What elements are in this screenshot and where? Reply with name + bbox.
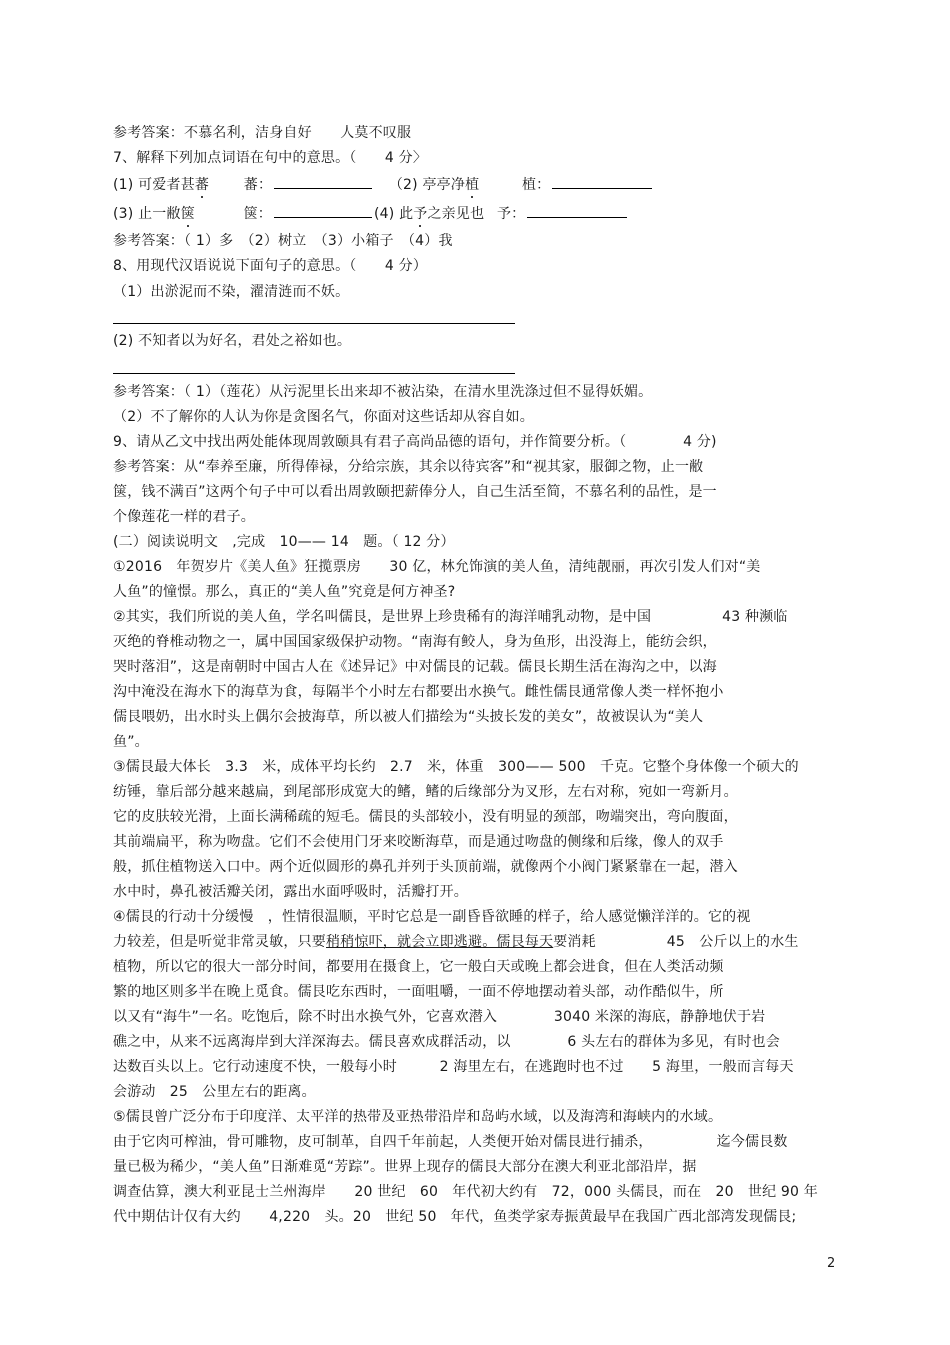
answer-blank-line[interactable] <box>113 373 515 374</box>
paragraph-line: 沟中淹没在海水下的海草为食，每隔半个小时左右都要出水换气。雌性儒艮通常像人类一样怀抱小 <box>113 684 724 700</box>
section-heading: (二）阅读说明文 ,完成 10—— 14 题。（ 12 分） <box>113 534 455 550</box>
answer-line: 参考答案：（ 1）多 （2）树立 （3）小箱子 （4）我 <box>113 233 453 249</box>
q7-blank-1[interactable] <box>274 174 372 189</box>
paragraph-line: ③儒艮最大体长 3.3 米，成体平均长约 2.7 米，体重 300—— 500 千克。它整个身体像一个硕大的 <box>113 759 799 775</box>
paragraph-line: 调查估算，澳大利亚昆士兰州海岸 20 世纪 60 年代初大约有 72，000 头儒艮，而在 20 世纪 90 年 <box>113 1184 818 1200</box>
paragraph-line: 礁之中，从来不远离海岸到大洋深海去。儒艮喜欢成群活动，以 6 头左右的群体为多见，有时也会 <box>113 1034 780 1050</box>
answer-line: （2）不了解你的人认为你是贪图名气，你面对这些话却从容自如。 <box>113 409 534 425</box>
page-number: 2 <box>827 1256 836 1271</box>
paragraph-line: 量已极为稀少，“美人鱼”日渐难觅“芳踪”。世界上现存的儒艮大部分在澳大利亚北部沿岸，据 <box>113 1159 697 1175</box>
answer-blank-line[interactable] <box>113 323 515 324</box>
q7-row-1: (1) 可爱者甚蕃 蕃： （2) 亭亭净植 植： <box>113 174 654 194</box>
paragraph-line: 儒艮喂奶，出水时头上偶尔会披海草，所以被人们描绘为“头披长发的美女”，故被误认为“美人 <box>113 709 704 725</box>
underlined-sentence: 稍稍惊吓，就会立即逃避。儒艮每天 <box>326 934 554 950</box>
q7-blank-2[interactable] <box>552 174 652 189</box>
paragraph-line: 灭绝的脊椎动物之一，属中国国家级保护动物。“南海有鲛人，身为鱼形，出没海上，能纺会织， <box>113 634 717 650</box>
answer-line: 个像莲花一样的君子。 <box>113 509 255 525</box>
answer-line: 参考答案：（ 1）（莲花）从污泥里长出来却不被沾染，在清水里洗涤过但不显得妖媚。 <box>113 384 653 400</box>
paragraph-line: 力较差，但是听觉非常灵敏，只要稍稍惊吓，就会立即逃避。儒艮每天要消耗 45 公斤以上的水生 <box>113 934 799 950</box>
paragraph-line: 哭时落泪”，这是南朝时中国古人在《述异记》中对儒艮的记载。儒艮长期生活在海沟之中，以海 <box>113 659 717 675</box>
paragraph-line: 鱼”。 <box>113 734 149 750</box>
paragraph-line: ②其实，我们所说的美人鱼，学名叫儒艮，是世界上珍贵稀有的海洋哺乳动物，是中国 43 种濒临 <box>113 609 788 625</box>
paragraph-line: 由于它肉可榨油，骨可雕物，皮可制革，自四千年前起，人类便开始对儒艮进行捕杀， 迄今儒艮数 <box>113 1134 788 1150</box>
paragraph-line: 以又有“海牛”一名。吃饱后，除不时出水换气外，它喜欢潜入 3040 米深的海底，静静地伏于岩 <box>113 1009 766 1025</box>
paragraph-line: 其前端扁平，称为吻盘。它们不会使用门牙来咬断海草，而是通过吻盘的侧缘和后缘，像人的双手 <box>113 834 724 850</box>
q7-row-2: (3) 止一敝箧 箧： (4) 此予之亲见也 予： <box>113 203 629 223</box>
paragraph-line: 人鱼”的憧憬。那么，真正的“美人鱼”究竟是何方神圣? <box>113 584 456 600</box>
paragraph-line: ④儒艮的行动十分缓慢 ，性情很温顺，平时它总是一副昏昏欲睡的样子，给人感觉懒洋洋的。它的视 <box>113 909 751 925</box>
answer-line: 参考答案：从“奉养至廉，所得俸禄，分给宗族，其余以待宾客”和“视其家，服御之物，止一敝 <box>113 459 704 475</box>
paragraph-line: 会游动 25 公里左右的距离。 <box>113 1084 316 1100</box>
answer-line: 箧，钱不满百”这两个句子中可以看出周敦颐把薪俸分人，自己生活至简，不慕名利的品性，是一 <box>113 484 717 500</box>
paragraph-line: 达数百头以上。它行动速度不快，一般每小时 2 海里左右，在逃跑时也不过 5 海里，一般而言每天 <box>113 1059 794 1075</box>
paragraph-line: 代中期估计仅有大约 4,220 头。20 世纪 50 年代，鱼类学家寿振黄最早在我国广西北部湾发现儒艮; <box>113 1209 797 1225</box>
paragraph-line: 植物，所以它的很大一部分时间，都要用在摄食上，它一般白天或晚上都会进食，但在人类活动频 <box>113 959 724 975</box>
paragraph-line: ①2016 年贺岁片《美人鱼》狂揽票房 30 亿，林允饰演的美人鱼，清纯靓丽，再次引发人们对“美 <box>113 559 761 575</box>
paragraph-line: 它的皮肤较光滑，上面长满稀疏的短毛。儒艮的头部较小，没有明显的颈部，吻端突出，弯向腹面， <box>113 809 738 825</box>
question-9: 9、请从乙文中找出两处能体现周敦颐具有君子高尚品德的语句，并作简要分析。（ 4 分) <box>113 434 717 450</box>
paragraph-line: 繁的地区则多半在晚上觅食。儒艮吃东西时，一面咀嚼，一面不停地摆动着头部，动作酷似牛，所 <box>113 984 724 1000</box>
paragraph-line: 水中时，鼻孔被活瓣关闭，露出水面呼吸时，活瓣打开。 <box>113 884 468 900</box>
question-7: 7、解释下列加点词语在句中的意思。（ 4 分〉 <box>113 150 428 166</box>
q7-blank-3[interactable] <box>274 203 372 218</box>
paragraph-line: 纺锤，靠后部分越来越扁，到尾部形成宽大的鳍，鳍的后缘部分为叉形，左右对称，宛如一弯新月。 <box>113 784 738 800</box>
question-8: 8、用现代汉语说说下面句子的意思。（ 4 分） <box>113 258 428 274</box>
paragraph-line: 般，抓住植物送入口中。两个近似圆形的鼻孔并列于头顶前端，就像两个小阀门紧紧靠在一起，潜入 <box>113 859 738 875</box>
paragraph-line: ⑤儒艮曾广泛分布于印度洋、太平洋的热带及亚热带沿岸和岛屿水域，以及海湾和海峡内的水域。 <box>113 1109 723 1125</box>
q8-sentence-1: （1）出淤泥而不染，濯清涟而不妖。 <box>113 284 350 300</box>
q8-sentence-2: (2) 不知者以为好名，君处之裕如也。 <box>113 333 352 349</box>
answer-line: 参考答案：不慕名利，洁身自好 人莫不叹服 <box>113 125 412 141</box>
q7-blank-4[interactable] <box>527 203 627 218</box>
